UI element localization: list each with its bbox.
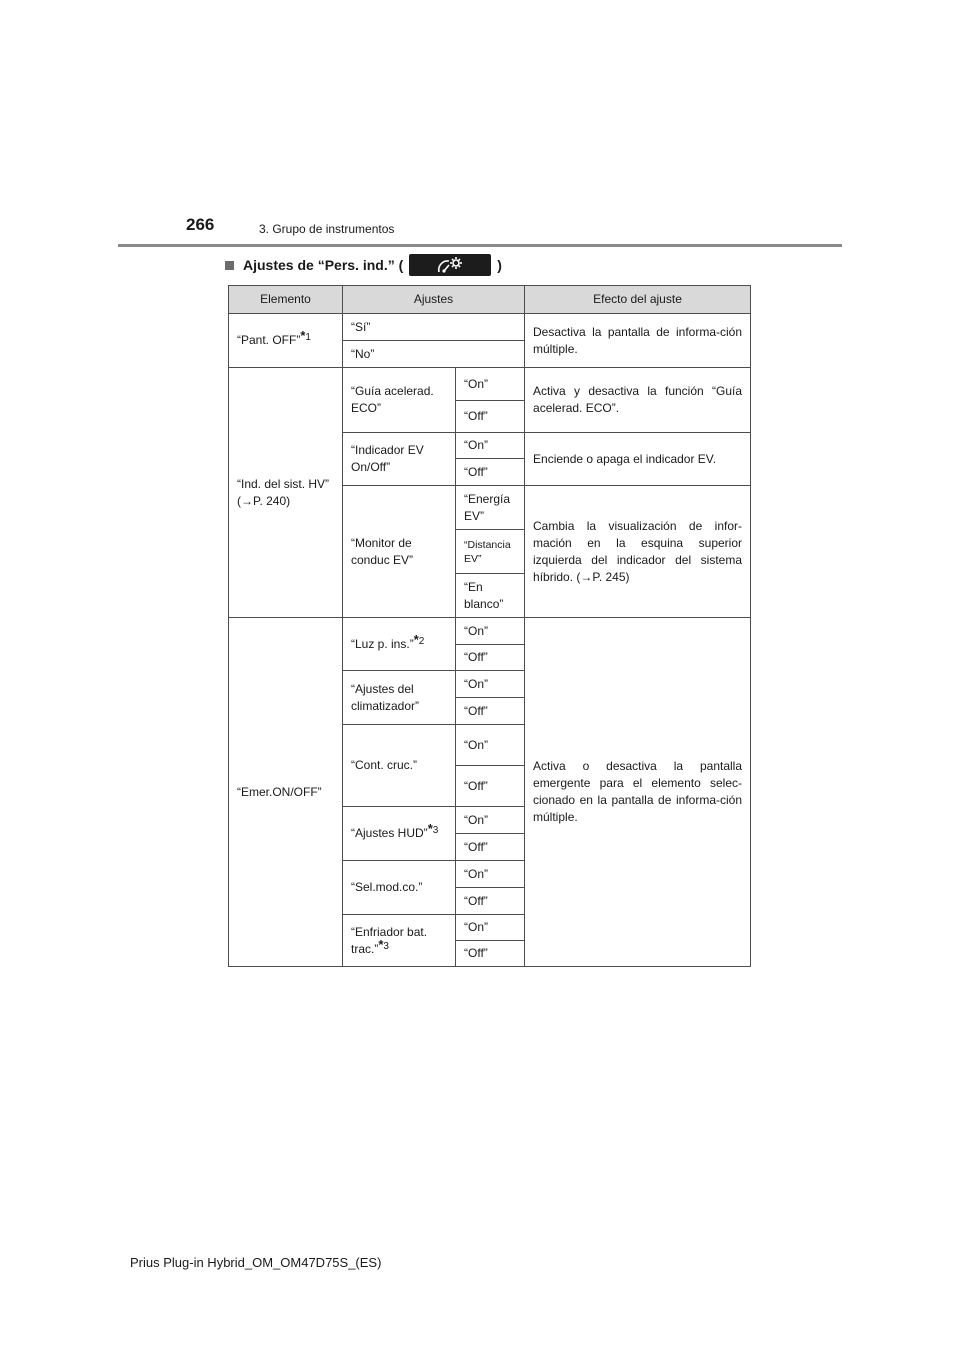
footnote-mark: *1	[300, 328, 311, 343]
effect-pant-off: Desactiva la pantalla de informa-ción múltiple.	[525, 314, 751, 368]
option-on: “On”	[456, 861, 525, 888]
option-off: “Off”	[456, 645, 525, 671]
page-number: 266	[186, 215, 215, 234]
footer-doc-id: Prius Plug-in Hybrid_OM_OM47D75S_(ES)	[130, 1255, 382, 1270]
section-heading	[225, 253, 502, 277]
option-on: “On”	[456, 433, 525, 459]
item-ind-hv: “Ind. del sist. HV” (→P. 240)	[229, 368, 343, 618]
option-off: “Off”	[456, 941, 525, 967]
sub-item-enfriador: “Enfriador bat. trac.”$^{*3}$	[343, 915, 456, 967]
effect-emer: Activa o desactiva la pantalla emergente para el elemento selec-cionado en la pantalla de informa-ción múltiple.	[525, 618, 751, 967]
header-elemento: Elemento	[229, 286, 343, 314]
footnote-mark: *2	[413, 631, 425, 647]
table-row	[229, 368, 751, 401]
item-pant-off: “Pant. OFF”$^{*1}$	[229, 314, 343, 368]
bullet-square-icon	[225, 261, 234, 270]
sub-item-cont-cruc: “Cont. cruc.”	[343, 725, 456, 807]
sub-item-indicador: “Indicador EV On/Off”	[343, 433, 456, 486]
option-off: “Off”	[456, 834, 525, 861]
header-efecto: Efecto del ajuste	[525, 286, 751, 314]
section-title-prefix: Ajustes de “Pers. ind.” (	[243, 257, 404, 273]
option-off: “Off”	[456, 401, 525, 433]
table-header-row	[229, 286, 751, 314]
option-off: “Off”	[456, 459, 525, 486]
option-si: “Sí”	[343, 314, 525, 341]
table-row	[229, 314, 751, 341]
option-off: “Off”	[456, 888, 525, 915]
option-on: “On”	[456, 807, 525, 834]
header-ajustes: Ajustes	[343, 286, 525, 314]
sub-item-guia: “Guía acelerad. ECO”	[343, 368, 456, 433]
option-en-blanco: “En blanco”	[456, 574, 525, 618]
option-on: “On”	[456, 915, 525, 941]
option-on: “On”	[456, 368, 525, 401]
option-energia: “Energía EV”	[456, 486, 525, 530]
chapter-title: 3. Grupo de instrumentos	[259, 222, 395, 236]
effect-guia: Activa y desactiva la función “Guía acelerad. ECO”.	[525, 368, 751, 433]
gauge-settings-icon	[409, 254, 491, 276]
footnote-mark: *3	[378, 936, 389, 952]
item-emer: “Emer.ON/OFF”	[229, 618, 343, 967]
footnote-mark: *3	[427, 821, 439, 836]
option-on: “On”	[456, 725, 525, 766]
sub-item-luz: “Luz p. ins.”$^{*2}$	[343, 618, 456, 671]
settings-table	[228, 285, 751, 967]
effect-monitor: Cambia la visualización de infor-mación en la esquina superior izquierda del indicador del sistema híbrido. (→P. 245)	[525, 486, 751, 618]
section-title-suffix: )	[497, 257, 502, 273]
option-off: “Off”	[456, 766, 525, 807]
sub-item-monitor: “Monitor de conduc EV”	[343, 486, 456, 618]
sub-item-climatizador: “Ajustes del climatizador”	[343, 671, 456, 725]
option-distancia: “Distancia EV”	[456, 530, 525, 574]
table-row	[229, 618, 751, 645]
option-off: “Off”	[456, 698, 525, 725]
header-divider	[118, 244, 842, 247]
option-on: “On”	[456, 671, 525, 698]
option-no: “No”	[343, 341, 525, 368]
sub-item-hud: “Ajustes HUD”$^{*3}$	[343, 807, 456, 861]
option-on: “On”	[456, 618, 525, 645]
sub-item-sel-mod: “Sel.mod.co.”	[343, 861, 456, 915]
effect-indicador: Enciende o apaga el indicador EV.	[525, 433, 751, 486]
